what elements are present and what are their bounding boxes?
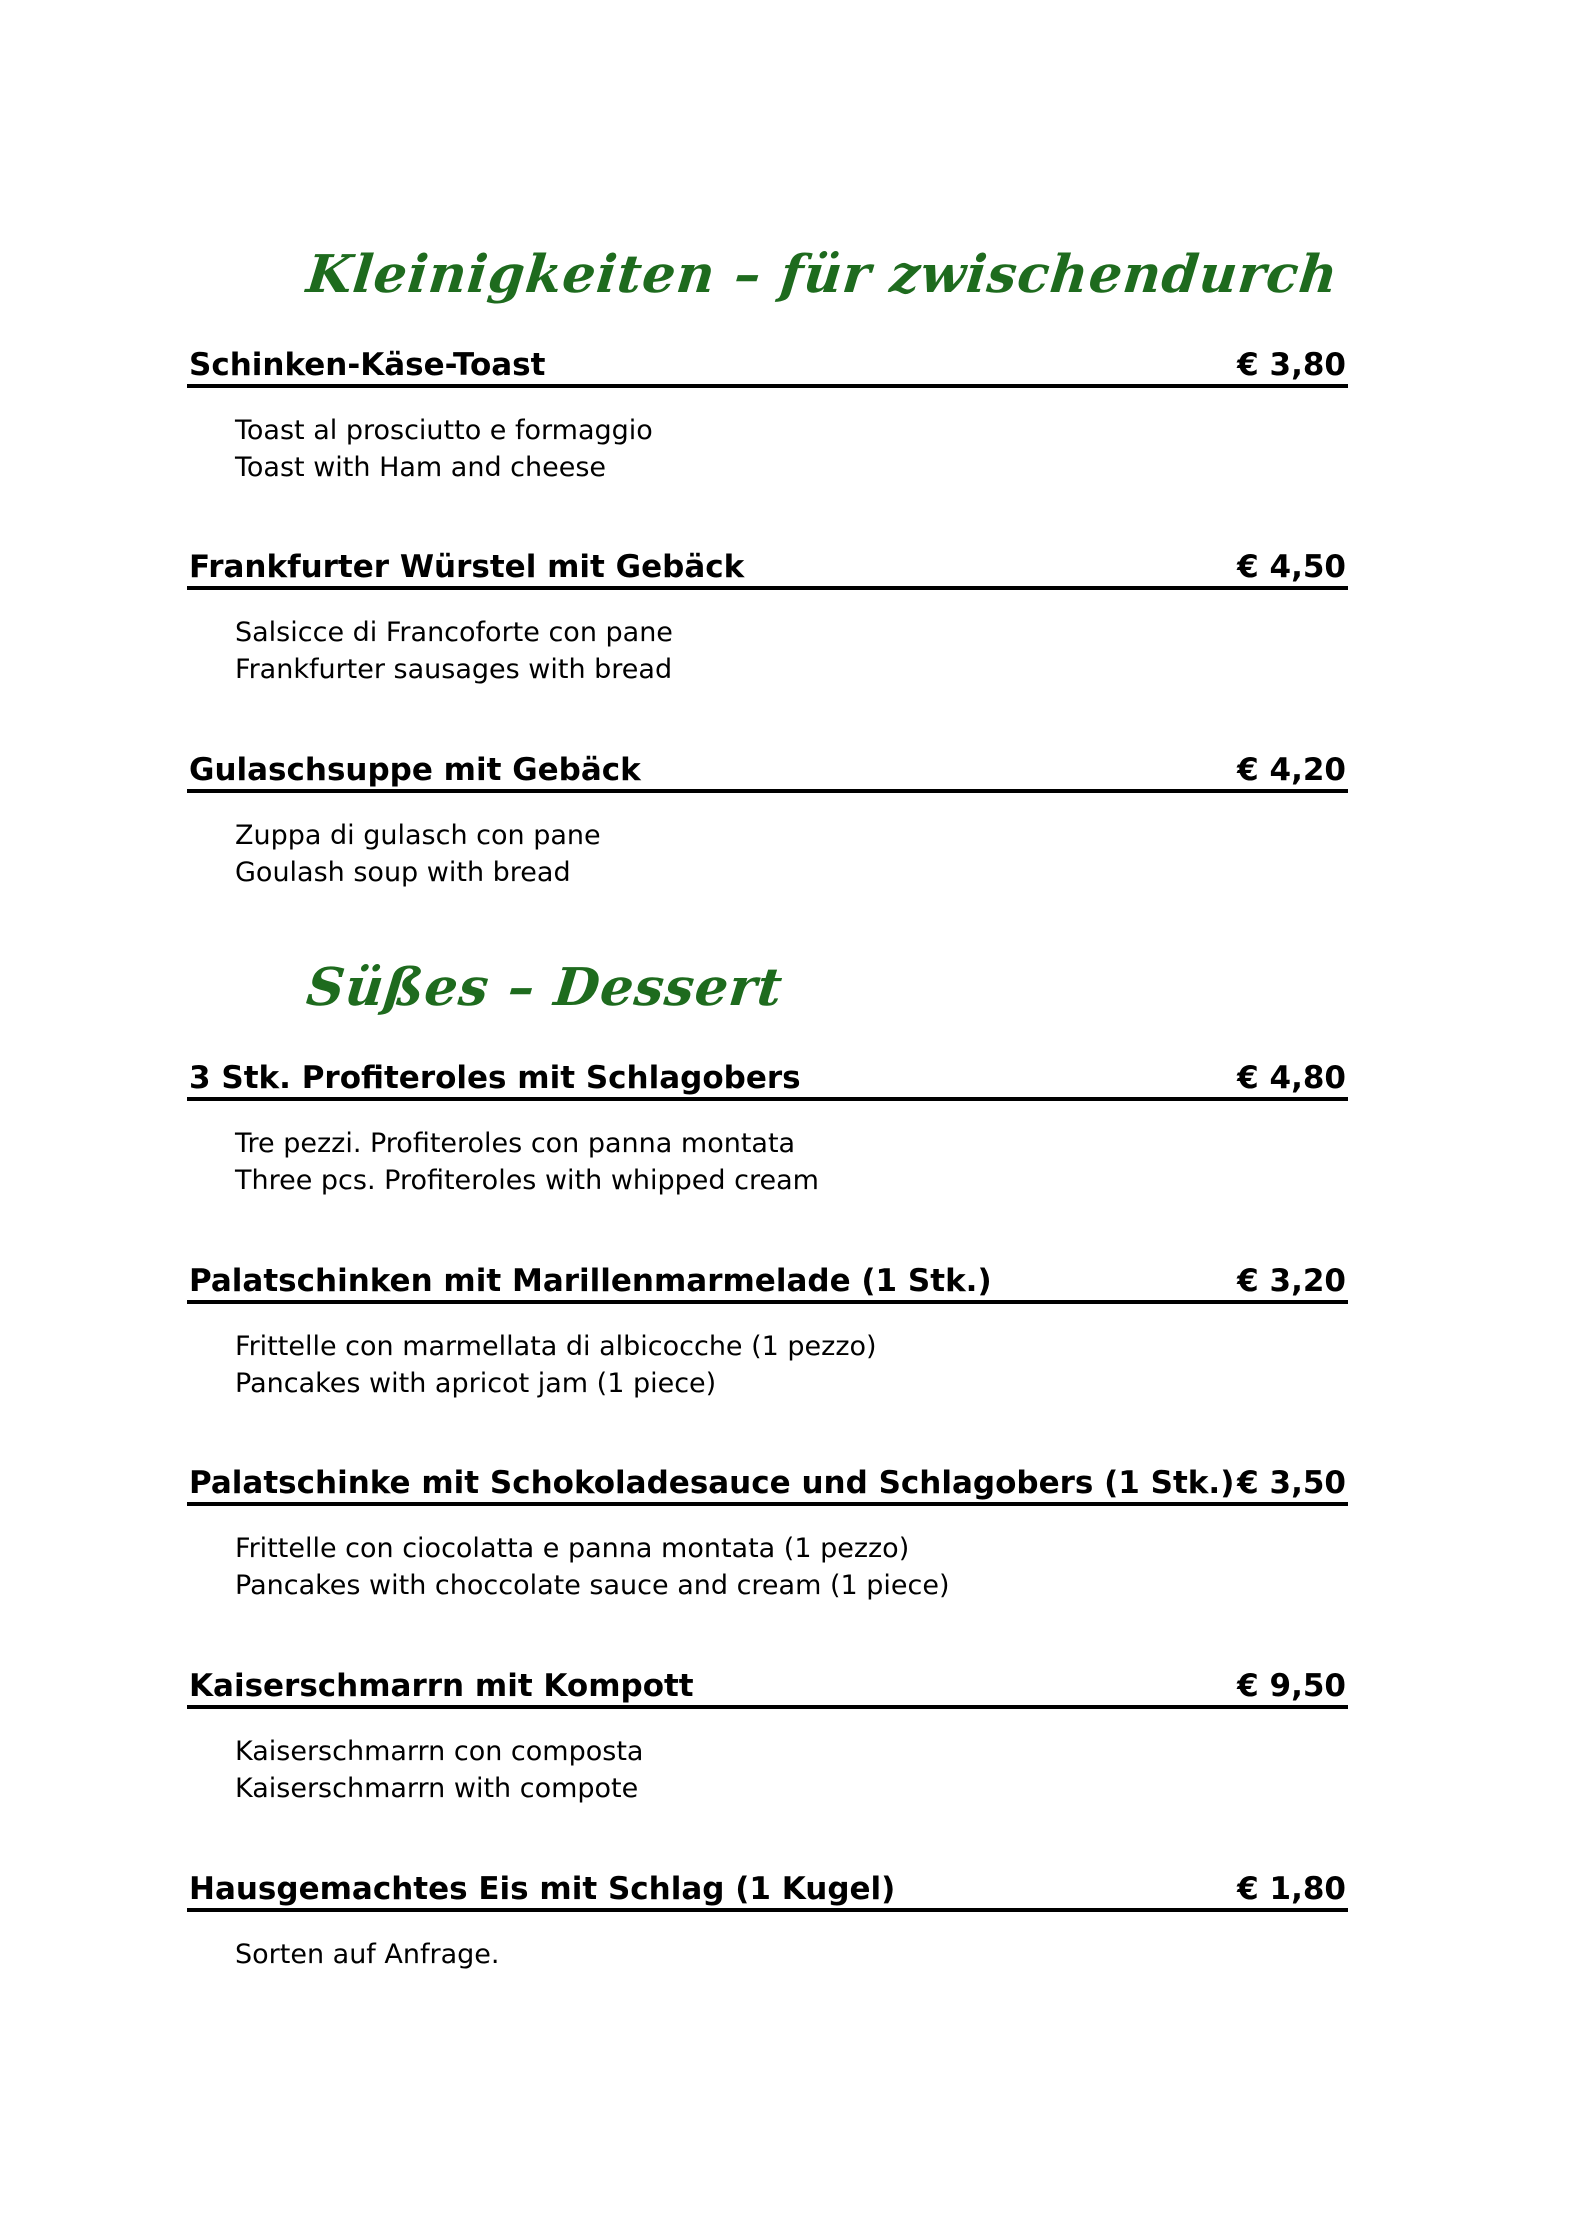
menu-item-name: Palatschinken mit Marillenmarmelade (1 Stk.) [189,1263,992,1299]
menu-item-description [235,817,1348,891]
description-line-english: Pancakes with choccolate sauce and cream (1 piece) [235,1570,950,1601]
menu-item-price: € 1,80 [1237,1871,1346,1907]
menu-item-header [187,1049,1348,1101]
description-line-italian: Tre pezzi. Profiteroles con panna montata [235,1128,796,1159]
description-line-english: Kaiserschmarrn with compote [235,1773,639,1804]
description-line-english: Three pcs. Profiteroles with whipped cream [235,1165,819,1196]
menu-item-description [235,1936,1348,1973]
menu-item [187,741,1348,891]
menu-item-header [187,1252,1348,1304]
menu-item [187,1252,1348,1402]
menu-item-name: Frankfurter Würstel mit Gebäck [189,549,745,585]
menu-item-price: € 3,50 [1237,1465,1346,1501]
menu-item [187,336,1348,486]
menu-item-name: Schinken-Käse-Toast [189,347,546,383]
menu-item [187,1049,1348,1199]
menu-item-name: Gulaschsuppe mit Gebäck [189,752,641,788]
description-line-italian: Frittelle con marmellata di albicocche (1 pezzo) [235,1331,877,1362]
menu-item-description [235,1328,1348,1402]
description-line-english: Pancakes with apricot jam (1 piece) [235,1368,717,1399]
menu-item-header [187,741,1348,793]
menu-item-description [235,1125,1348,1199]
menu-item-price: € 4,50 [1237,549,1346,585]
menu-item [187,1657,1348,1807]
description-line-italian: Frittelle con ciocolatta e panna montata (1 pezzo) [235,1533,910,1564]
menu-item-price: € 9,50 [1237,1668,1346,1704]
menu-item-name: Palatschinke mit Schokoladesauce und Schlagobers (1 Stk.) [189,1465,1235,1501]
menu-item-header [187,1454,1348,1506]
menu-item-description [235,412,1348,486]
description-line-italian: Zuppa di gulasch con pane [235,820,601,851]
menu-item-name: Kaiserschmarrn mit Kompott [189,1668,694,1704]
section-title-snacks: Kleinigkeiten – für zwischendurch [303,244,1342,305]
menu-item-header [187,1860,1348,1912]
description-line-english: Goulash soup with bread [235,857,571,888]
menu-item-description [235,614,1348,688]
menu-item-price: € 3,80 [1237,347,1346,383]
menu-item-header [187,538,1348,590]
section-title-dessert: Süßes – Dessert [303,957,786,1018]
menu-item-name: Hausgemachtes Eis mit Schlag (1 Kugel) [189,1871,896,1907]
menu-item-price: € 3,20 [1237,1263,1346,1299]
menu-item [187,1860,1348,1973]
menu-item [187,538,1348,688]
description-line-italian: Kaiserschmarrn con composta [235,1736,644,1767]
menu-item-header [187,336,1348,388]
description-line-english: Toast with Ham and cheese [235,452,607,483]
description-line-english: Frankfurter sausages with bread [235,654,673,685]
menu-item-price: € 4,20 [1237,752,1346,788]
menu-item-description [235,1530,1348,1604]
menu-item-header [187,1657,1348,1709]
menu-item-name: 3 Stk. Profiteroles mit Schlagobers [189,1060,801,1096]
description-line-italian: Toast al prosciutto e formaggio [235,415,653,446]
menu-item [187,1454,1348,1604]
description-line-italian: Salsicce di Francoforte con pane [235,617,673,648]
menu-item-description [235,1733,1348,1807]
menu-item-price: € 4,80 [1237,1060,1346,1096]
description-line: Sorten auf Anfrage. [235,1939,500,1970]
